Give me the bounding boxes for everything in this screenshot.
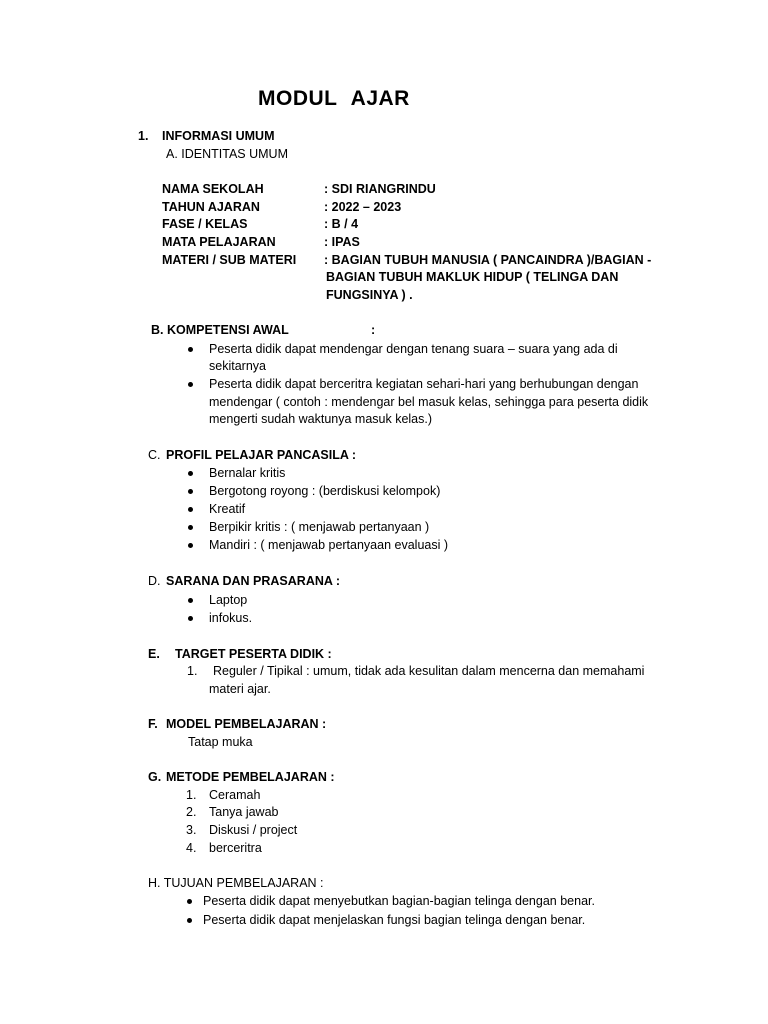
list-item: infokus. [209, 611, 253, 625]
list-item-line: mendengar ( contoh : mendengar bel masuk kelas, sehingga para peserta didik [209, 395, 649, 409]
bullet-icon [188, 507, 193, 512]
list-item: Tanya jawab [209, 805, 279, 819]
value-tahun-ajaran: : 2022 – 2023 [324, 200, 402, 214]
section-prefix: D. [148, 574, 161, 588]
list-item: Kreatif [209, 502, 246, 516]
list-item-line: Peserta didik dapat mendengar dengan tenang suara – suara yang ada di [209, 342, 618, 356]
list-item: Ceramah [209, 788, 261, 802]
list-item: Mandiri : ( menjawab pertanyaan evaluasi ) [209, 538, 449, 552]
bullet-icon [187, 899, 192, 904]
section-heading-informasi-umum: INFORMASI UMUM [162, 129, 275, 143]
label-materi: MATERI / SUB MATERI [162, 253, 297, 267]
list-item: Berpikir kritis : ( menjawab pertanyaan ) [209, 520, 430, 534]
page-title: MODUL AJAR [258, 87, 410, 110]
list-number: 1. [186, 788, 197, 802]
section-number: 1. [138, 129, 149, 143]
label-mata-pelajaran: MATA PELAJARAN [162, 235, 276, 249]
subheading-identitas-umum: A. IDENTITAS UMUM [166, 147, 288, 161]
section-heading-sarana: SARANA DAN PRASARANA : [166, 574, 341, 588]
model-value: Tatap muka [188, 735, 253, 749]
list-item-line: Reguler / Tipikal : umum, tidak ada kesulitan dalam mencerna dan memahami [213, 664, 645, 678]
list-item-line: mengerti sudah waktunya masuk kelas.) [209, 412, 433, 426]
list-item: berceritra [209, 841, 262, 855]
section-heading-kompetensi-awal: B. KOMPETENSI AWAL [151, 323, 289, 337]
bullet-icon [187, 918, 192, 923]
section-heading-target: TARGET PESERTA DIDIK : [175, 647, 332, 661]
list-number: 2. [186, 805, 197, 819]
list-item: Bernalar kritis [209, 466, 286, 480]
list-item-line: materi ajar. [209, 682, 271, 696]
list-item: Bergotong royong : (berdiskusi kelompok) [209, 484, 441, 498]
bullet-icon [188, 382, 193, 387]
value-fase-kelas: : B / 4 [324, 217, 359, 231]
section-prefix: G. [148, 770, 162, 784]
list-item: Peserta didik dapat menjelaskan fungsi bagian telinga dengan benar. [203, 913, 586, 927]
section-heading-metode: METODE PEMBELAJARAN : [166, 770, 335, 784]
list-number: 1. [187, 664, 198, 678]
bullet-icon [188, 543, 193, 548]
section-heading-tujuan: H. TUJUAN PEMBELAJARAN : [148, 876, 324, 890]
list-number: 3. [186, 823, 197, 837]
value-materi-line: : BAGIAN TUBUH MANUSIA ( PANCAINDRA )/BAGIAN - [324, 253, 652, 267]
section-prefix: C. [148, 448, 161, 462]
bullet-icon [188, 489, 193, 494]
bullet-icon [188, 347, 193, 352]
label-tahun-ajaran: TAHUN AJARAN [162, 200, 260, 214]
list-item: Peserta didik dapat menyebutkan bagian-bagian telinga dengan benar. [203, 894, 595, 908]
section-heading-profil-pancasila: PROFIL PELAJAR PANCASILA : [166, 448, 357, 462]
label-fase-kelas: FASE / KELAS [162, 217, 248, 231]
list-number: 4. [186, 841, 197, 855]
bullet-icon [188, 525, 193, 530]
value-materi-line: BAGIAN TUBUH MAKLUK HIDUP ( TELINGA DAN [326, 270, 619, 284]
value-mata-pelajaran: : IPAS [324, 235, 360, 249]
section-prefix: E. [148, 647, 160, 661]
list-item-line: sekitarnya [209, 359, 266, 373]
list-item: Laptop [209, 593, 248, 607]
bullet-icon [188, 616, 193, 621]
bullet-icon [188, 598, 193, 603]
section-prefix: F. [148, 717, 158, 731]
value-materi-line: FUNGSINYA ) . [326, 288, 413, 302]
list-item-line: Peserta didik dapat berceritra kegiatan sehari-hari yang berhubungan dengan [209, 377, 639, 391]
heading-colon: : [371, 323, 376, 337]
section-heading-model: MODEL PEMBELAJARAN : [166, 717, 327, 731]
list-item: Diskusi / project [209, 823, 298, 837]
bullet-icon [188, 471, 193, 476]
value-nama-sekolah: : SDI RIANGRINDU [324, 182, 436, 196]
label-nama-sekolah: NAMA SEKOLAH [162, 182, 264, 196]
